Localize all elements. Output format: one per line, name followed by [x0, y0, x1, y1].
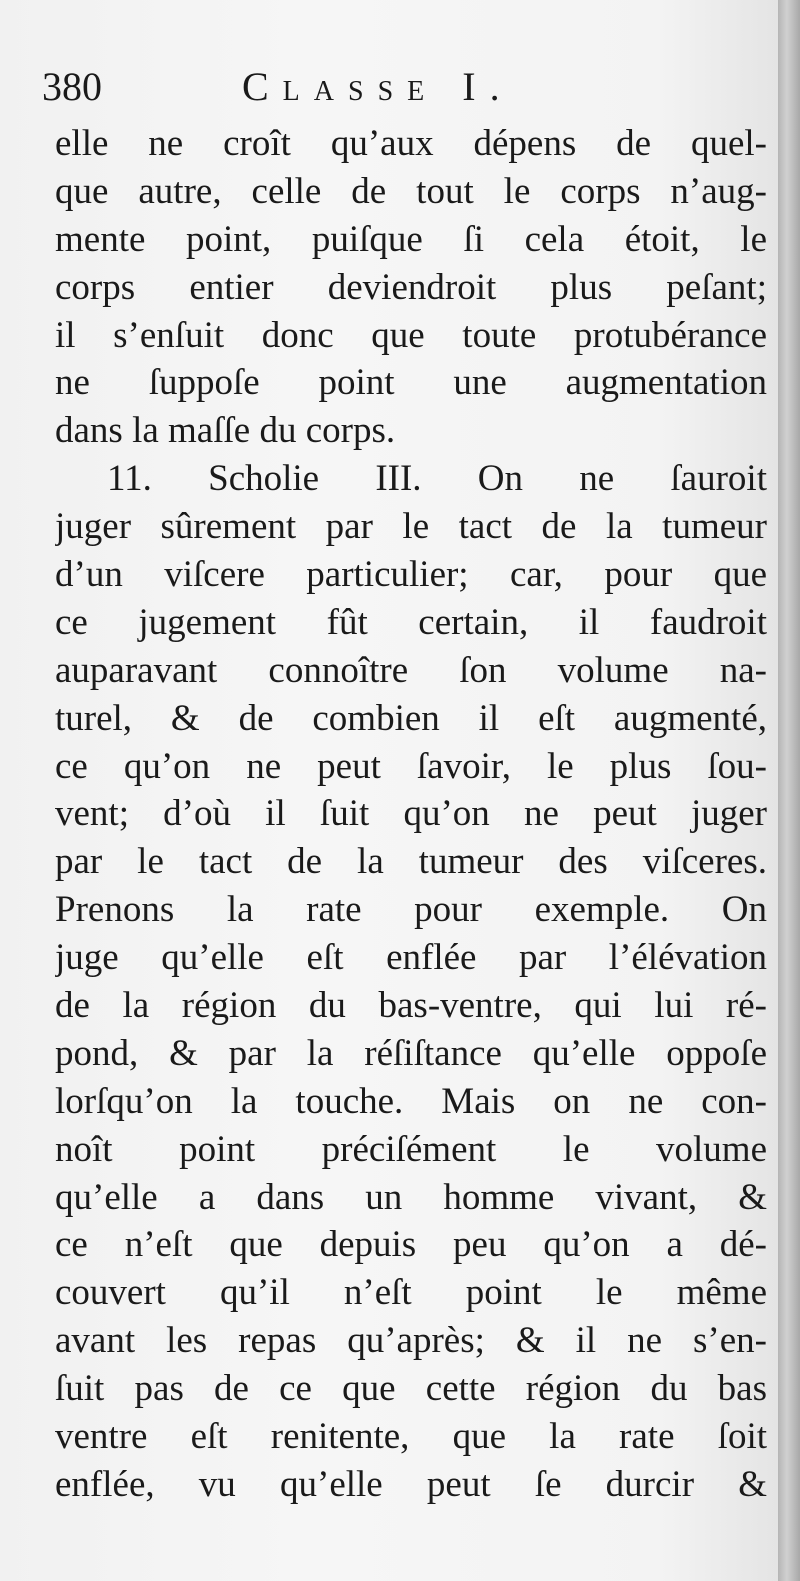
- text-line: juger sûrement par le tact de la tumeur: [55, 506, 767, 548]
- text-line: il s’enſuit donc que toute protubérance: [55, 314, 767, 356]
- text-line: avant les repas qu’après; & il ne s’en-: [55, 1320, 767, 1362]
- text-line: ce n’eſt que depuis peu qu’on a dé-: [55, 1224, 767, 1266]
- text-line: d’un viſcere particulier; car, pour que: [55, 554, 767, 596]
- text-line: 11. Scholie III. On ne ſauroit: [107, 458, 767, 500]
- text-line: ce jugement fût certain, il faudroit: [55, 601, 767, 643]
- text-line: elle ne croît qu’aux dépens de quel-: [55, 123, 767, 164]
- text-line: pond, & par la réſiſtance qu’elle oppoſe: [55, 1032, 767, 1074]
- text-line: juge qu’elle eſt enflée par l’élévation: [55, 937, 767, 979]
- text-line: turel, & de combien il eſt augmenté,: [55, 697, 767, 739]
- page-edge-shadow: [778, 0, 800, 1581]
- text-line: noît point préciſément le volume: [55, 1128, 767, 1170]
- text-line: que autre, celle de tout le corps n’aug-: [55, 170, 767, 212]
- text-line: mente point, puiſque ſi cela étoit, le: [55, 218, 767, 260]
- text-line: Prenons la rate pour exemple. On: [55, 889, 767, 931]
- page-header: [42, 62, 582, 112]
- text-line: vent; d’où il ſuit qu’on ne peut juger: [55, 793, 767, 835]
- text-line: lorſqu’on la touche. Mais on ne con-: [55, 1080, 767, 1122]
- text-line: ventre eſt renitente, que la rate ſoit: [55, 1416, 767, 1458]
- text-line: ne ſuppoſe point une augmentation: [55, 362, 767, 404]
- text-line: dans la maſſe du corps.: [55, 410, 396, 452]
- text-line: par le tact de la tumeur des viſceres.: [55, 841, 767, 883]
- body-text: [55, 120, 767, 1509]
- page-number: 380: [42, 64, 102, 109]
- text-line: auparavant connoître ſon volume na-: [55, 649, 767, 691]
- text-line: corps entier deviendroit plus peſant;: [55, 266, 767, 308]
- text-line: ce qu’on ne peut ſavoir, le plus ſou-: [55, 745, 767, 787]
- running-head: Classe I.: [242, 64, 514, 109]
- text-line: couvert qu’il n’eſt point le même: [55, 1272, 767, 1314]
- text-line: de la région du bas-ventre, qui lui ré-: [55, 985, 767, 1027]
- text-line: qu’elle a dans un homme vivant, &: [55, 1176, 767, 1218]
- text-line: ſuit pas de ce que cette région du bas: [55, 1368, 767, 1410]
- text-line: enflée, vu qu’elle peut ſe durcir &: [55, 1463, 767, 1505]
